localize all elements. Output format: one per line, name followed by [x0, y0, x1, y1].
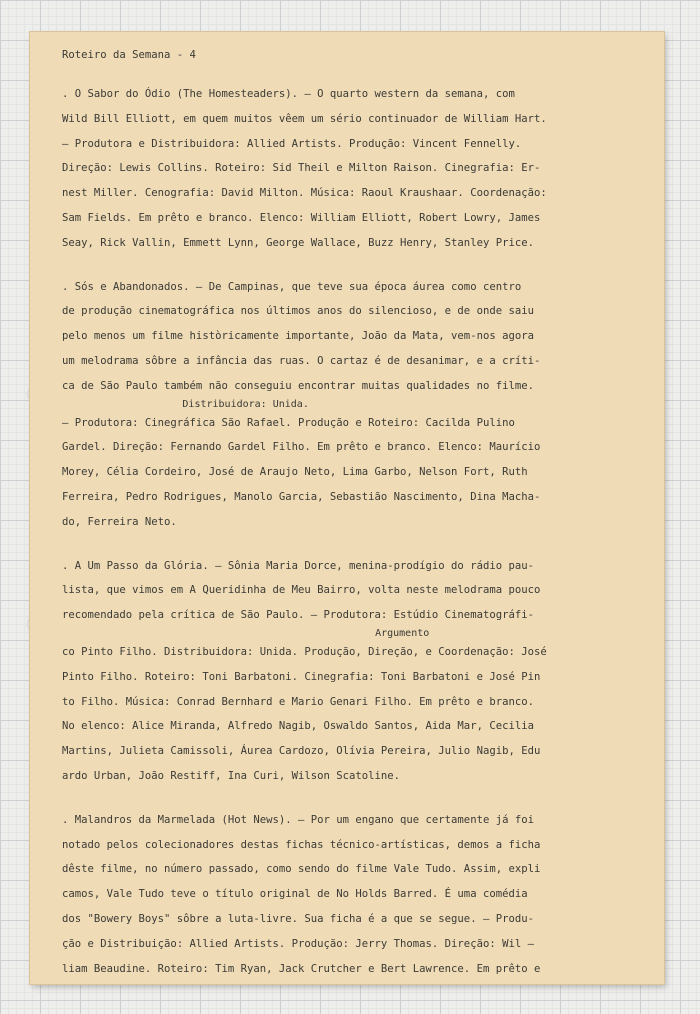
text-line: liam Beaudine. Roteiro: Tim Ryan, Jack Crutcher e Bert Lawrence. Em prêto e [62, 962, 541, 975]
text-line: Pinto Filho. Roteiro: Toni Barbatoni. Cinegrafia: Toni Barbatoni e José Pin [62, 670, 541, 683]
text-line: notado pelos colecionadores destas fichas técnico-artísticas, demos a ficha [62, 838, 541, 851]
text-line: ardo Urban, João Restiff, Ina Curi, Wilson Scatoline. [62, 769, 401, 782]
text-line: — Produtora: Cinegráfica São Rafael. Produção e Roteiro: Cacilda Pulino [62, 416, 515, 429]
text-line: No elenco: Alice Miranda, Alfredo Nagib, Oswaldo Santos, Aida Mar, Cecilia [62, 720, 534, 733]
text-line: pelo menos um filme històricamente importante, João da Mata, vem-nos agora [62, 330, 534, 343]
entry-sos-e-abandonados [62, 275, 642, 535]
text-line: ca de São Paulo também não conseguiu encontrar muitas qualidades no filme. [62, 379, 534, 392]
text-line: Martins, Julieta Camissoli, Áurea Cardozo, Olívia Pereira, Julio Nagib, Edu [62, 745, 541, 758]
text-line: camos, Vale Tudo teve o título original de No Holds Barred. É uma comédia [62, 888, 528, 901]
text-line: nest Miller. Cenografia: David Milton. Música: Raoul Kraushaar. Coordenação: [62, 187, 547, 200]
text-line: Gardel. Direção: Fernando Gardel Filho. Em prêto e branco. Elenco: Maurício [62, 441, 541, 454]
text-line: . A Um Passo da Glória. — Sônia Maria Dorce, menina-prodígio do rádio pau- [62, 559, 534, 572]
text-line: dêste filme, no número passado, como sendo do filme Vale Tudo. Assim, expli [62, 863, 541, 876]
text-line: recomendado pela crítica de São Paulo. — Produtora: Estúdio Cinematográfi- [62, 609, 534, 622]
text-line: . Malandros da Marmelada (Hot News). — Por um engano que certamente já foi [62, 813, 534, 826]
text-line-insertion: Distribuidora: Unida. [62, 398, 309, 410]
text-line: lista, que vimos em A Queridinha de Meu Bairro, volta neste melodrama pouco [62, 584, 541, 597]
page-header: Roteiro da Semana - 4 [62, 49, 196, 61]
text-line: — Produtora e Distribuidora: Allied Artists. Produção: Vincent Fennelly. [62, 137, 522, 150]
entry-a-um-passo-da-gloria [62, 554, 642, 789]
text-line: Sam Fields. Em prêto e branco. Elenco: William Elliott, Robert Lowry, James [62, 211, 541, 224]
text-line: de produção cinematográfica nos últimos anos do silencioso, e de onde saiu [62, 305, 534, 318]
text-line: Wild Bill Elliott, em quem muitos vêem um sério continuador de William Hart. [62, 112, 547, 125]
text-line: to Filho. Música: Conrad Bernhard e Mario Genari Filho. Em prêto e branco. [62, 695, 534, 708]
typed-page [30, 32, 664, 984]
text-line: do, Ferreira Neto. [62, 515, 177, 528]
text-line: Direção: Lewis Collins. Roteiro: Sid Theil e Milton Raison. Cinegrafia: Er- [62, 162, 541, 175]
text-line-insertion: Argumento [62, 627, 430, 639]
text-line: dos "Bowery Boys" sôbre a luta-livre. Sua ficha é a que se segue. — Produ- [62, 912, 534, 925]
text-line: . O Sabor do Ódio (The Homesteaders). — O quarto western da semana, com [62, 88, 515, 100]
text-line: Seay, Rick Vallin, Emmett Lynn, George Wallace, Buzz Henry, Stanley Price. [62, 236, 534, 249]
text-line: um melodrama sôbre a infância das ruas. O cartaz é de desanimar, e a críti- [62, 354, 541, 367]
text-line: Ferreira, Pedro Rodrigues, Manolo Garcia, Sebastião Nascimento, Dina Macha- [62, 490, 541, 503]
entry-malandros-da-marmelada [62, 808, 642, 982]
text-line: . Sós e Abandonados. — De Campinas, que teve sua época áurea como centro [62, 280, 522, 293]
text-line: ção e Distribuição: Allied Artists. Produção: Jerry Thomas. Direção: Wil — [62, 937, 534, 950]
text-line: co Pinto Filho. Distribuidora: Unida. Produção, Direção, e Coordenação: José [62, 645, 547, 658]
entry-o-sabor-do-odio [62, 82, 642, 256]
text-line: Morey, Célia Cordeiro, José de Araujo Neto, Lima Garbo, Nelson Fort, Ruth [62, 466, 528, 479]
